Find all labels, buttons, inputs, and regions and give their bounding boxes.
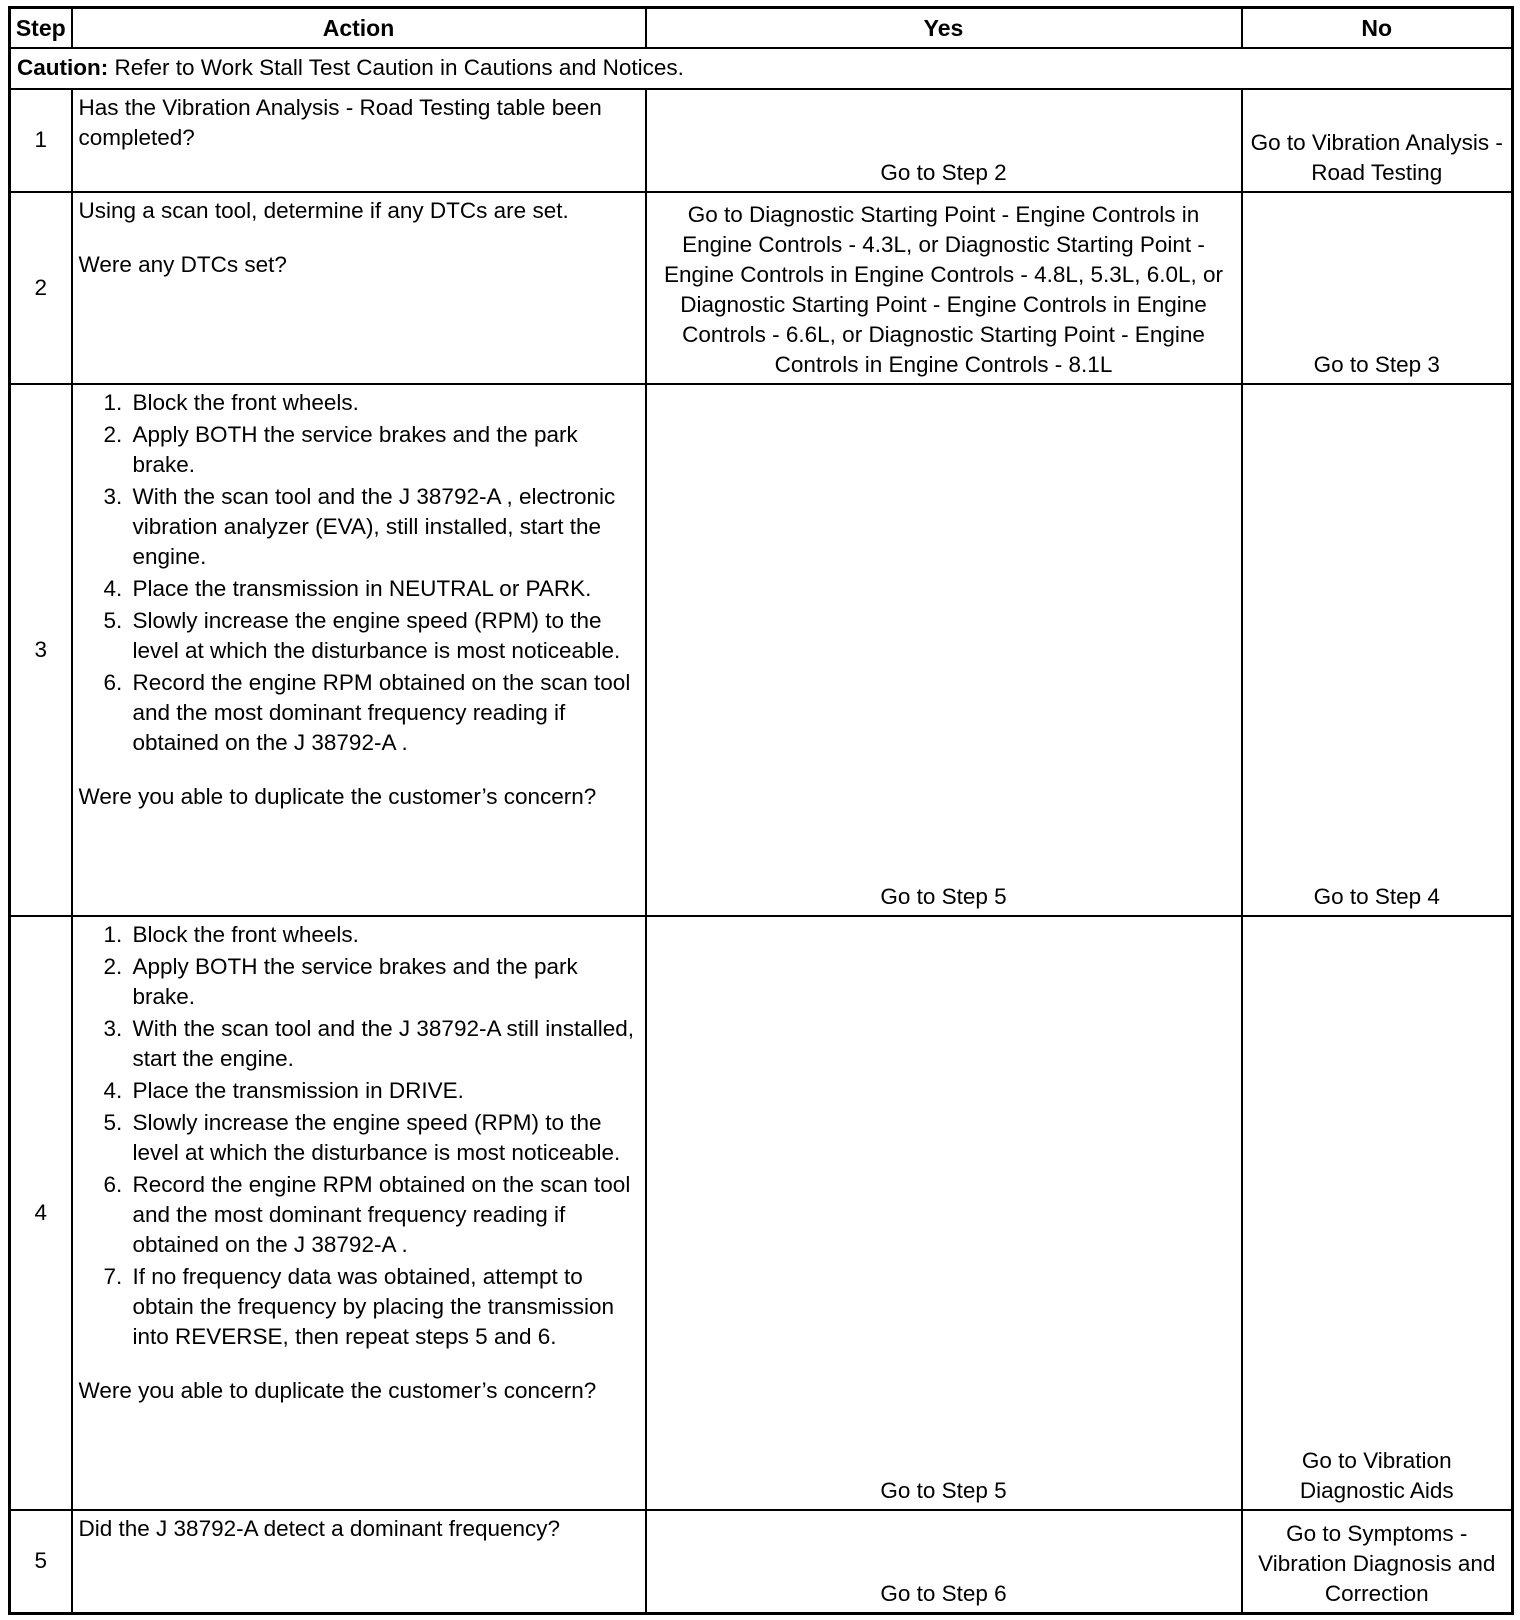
yes-cell xyxy=(646,916,1242,1510)
table-row xyxy=(10,916,1513,1510)
list-item: 5. Slowly increase the engine speed (RPM) to the level at which the disturbance is most noticeable. xyxy=(129,1108,639,1168)
action-text: Using a scan tool, determine if any DTCs are set. xyxy=(78,197,569,223)
action-question: Were you able to duplicate the customer’s concern? xyxy=(78,783,597,809)
action-question: Were you able to duplicate the customer’s concern? xyxy=(78,1377,597,1403)
yes-text: Go to Step 5 xyxy=(880,883,1007,909)
step-number: 1 xyxy=(10,89,72,192)
header-row xyxy=(10,8,1513,48)
procedure-list xyxy=(79,388,639,758)
yes-cell xyxy=(646,192,1242,384)
no-cell xyxy=(1242,89,1513,192)
list-item: 4. Place the transmission in DRIVE. xyxy=(129,1076,639,1106)
no-cell xyxy=(1242,916,1513,1510)
action-cell xyxy=(72,89,646,192)
step-number: 2 xyxy=(10,192,72,384)
list-item: 3. With the scan tool and the J 38792-A still installed, start the engine. xyxy=(129,1014,639,1074)
caution-row xyxy=(10,48,1513,89)
list-item: 7. If no frequency data was obtained, attempt to obtain the frequency by placing the transmission into REVERSE, then repeat steps 5 and 6. xyxy=(129,1262,639,1352)
list-item: 3. With the scan tool and the J 38792-A , electronic vibration analyzer (EVA), still installed, start the engine. xyxy=(129,482,639,572)
header-no: No xyxy=(1242,8,1513,48)
step-number: 5 xyxy=(10,1510,72,1614)
yes-text: Go to Step 5 xyxy=(880,1477,1007,1503)
action-text: Did the J 38792-A detect a dominant frequency? xyxy=(78,1515,561,1541)
step-number: 4 xyxy=(10,916,72,1510)
action-cell xyxy=(72,384,646,916)
yes-text: Go to Step 6 xyxy=(880,1581,1007,1606)
list-item: 5. Slowly increase the engine speed (RPM) to the level at which the disturbance is most noticeable. xyxy=(129,606,639,666)
caution-text: Refer to Work Stall Test Caution in Cautions and Notices. xyxy=(108,55,684,80)
table-row xyxy=(10,384,1513,916)
no-text: Go to Vibration Diagnostic Aids xyxy=(1299,1447,1454,1503)
header-action: Action xyxy=(72,8,646,48)
action-question: Were any DTCs set? xyxy=(78,251,287,277)
caution-label: Caution: xyxy=(17,55,109,80)
list-item: 1. Block the front wheels. xyxy=(129,388,639,418)
procedure-list xyxy=(79,920,639,1352)
yes-text: Go to Step 2 xyxy=(880,159,1007,185)
no-text: Go to Vibration Analysis - Road Testing xyxy=(1250,129,1503,185)
list-item: 4. Place the transmission in NEUTRAL or PARK. xyxy=(129,574,639,604)
action-cell xyxy=(72,1510,646,1614)
list-item: 2. Apply BOTH the service brakes and the park brake. xyxy=(129,420,639,480)
no-cell xyxy=(1242,1510,1513,1614)
table-row xyxy=(10,89,1513,192)
header-step: Step xyxy=(10,8,72,48)
caution-cell xyxy=(10,48,1513,89)
diagnostic-table xyxy=(8,6,1514,1615)
header-yes: Yes xyxy=(646,8,1242,48)
yes-text: Go to Diagnostic Starting Point - Engine Controls in Engine Controls - 4.3L, or Diagnostic Starting Point - Engine Controls in Engine Controls - 4.8L, 5.3L, 6.0L, or Diagnostic Starting Point - Engine Controls in Engine Controls - 6.6L, or Diagnostic Starting Point - Engine Controls in Engine Controls - 8.1L xyxy=(663,201,1224,377)
no-text: Go to Symptoms - Vibration Diagnosis and Correction xyxy=(1258,1521,1496,1606)
no-cell xyxy=(1242,384,1513,916)
list-item: 6. Record the engine RPM obtained on the scan tool and the most dominant frequency reading if obtained on the J 38792-A . xyxy=(129,1170,639,1260)
action-cell xyxy=(72,192,646,384)
yes-cell xyxy=(646,89,1242,192)
table-row xyxy=(10,1510,1513,1614)
no-text: Go to Step 3 xyxy=(1313,351,1440,377)
list-item: 2. Apply BOTH the service brakes and the park brake. xyxy=(129,952,639,1012)
no-text: Go to Step 4 xyxy=(1313,883,1440,909)
list-item: 1. Block the front wheels. xyxy=(129,920,639,950)
yes-cell xyxy=(646,1510,1242,1614)
action-text: Has the Vibration Analysis - Road Testing table been completed? xyxy=(78,94,602,150)
yes-cell xyxy=(646,384,1242,916)
step-number: 3 xyxy=(10,384,72,916)
action-cell xyxy=(72,916,646,1510)
no-cell xyxy=(1242,192,1513,384)
list-item: 6. Record the engine RPM obtained on the scan tool and the most dominant frequency reading if obtained on the J 38792-A . xyxy=(129,668,639,758)
table-row xyxy=(10,192,1513,384)
